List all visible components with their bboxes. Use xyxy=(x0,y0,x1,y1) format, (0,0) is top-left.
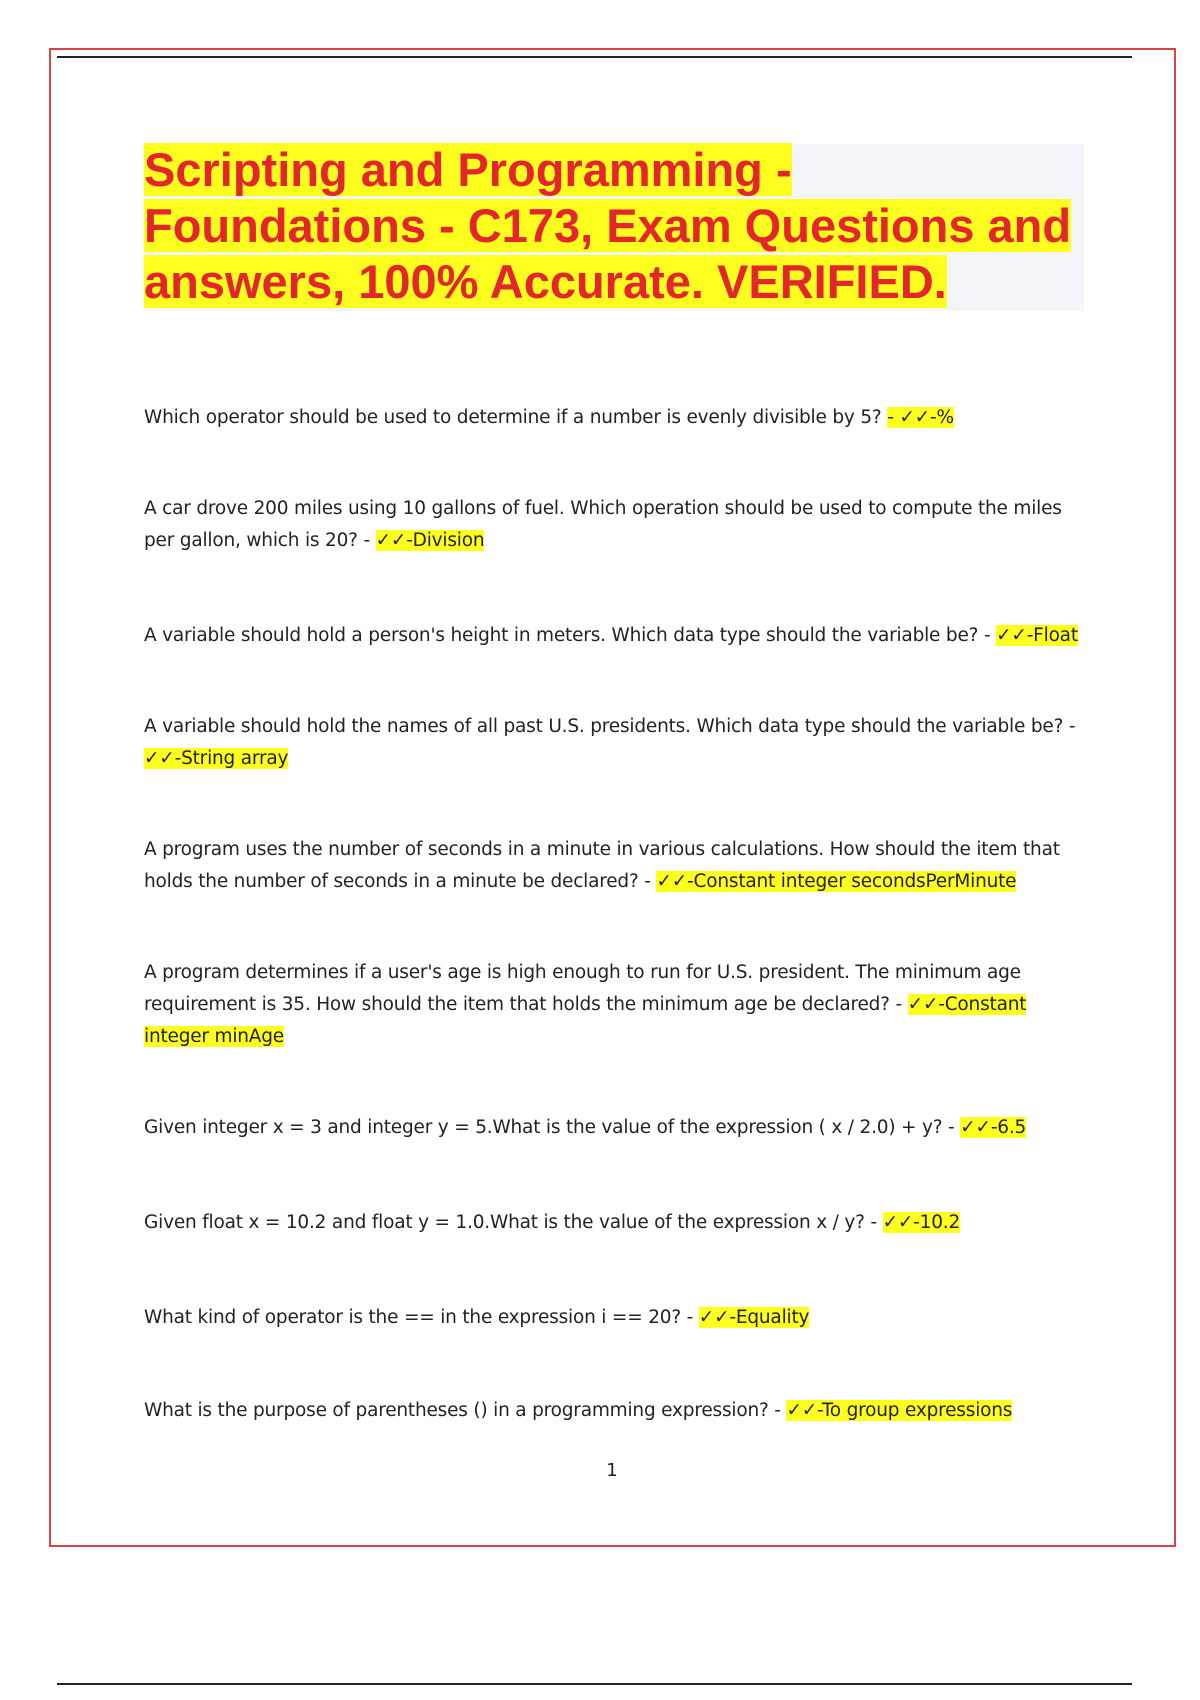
header-rule xyxy=(57,56,1132,58)
answer-highlight: ✓✓-Constant integer secondsPerMinute xyxy=(656,871,1017,892)
question-text: A variable should hold a person's height in meters. Which data type should the variable be? - xyxy=(144,625,997,646)
question-1 xyxy=(144,402,1084,434)
question-4 xyxy=(144,711,1084,775)
answer-highlight: ✓✓-Float xyxy=(996,625,1078,646)
question-text: Which operator should be used to determine if a number is evenly divisible by 5? xyxy=(144,407,888,428)
answer-highlight: ✓✓-Constant integer minAge xyxy=(144,994,1027,1047)
question-text: What is the purpose of parentheses () in a programming expression? - xyxy=(144,1400,787,1421)
answer-highlight: ✓✓-6.5 xyxy=(960,1117,1027,1138)
answer-highlight: ✓✓-To group expressions xyxy=(786,1400,1013,1421)
question-text: A program determines if a user's age is high enough to run for U.S. president. The minimum age requirement is 35. How should the item that holds the minimum age be declared? - xyxy=(144,962,1021,1015)
question-9 xyxy=(144,1302,1084,1334)
answer-highlight: ✓✓-10.2 xyxy=(882,1212,961,1233)
question-text: A program uses the number of seconds in a minute in various calculations. How should the item that holds the number of seconds in a minute be declared? - xyxy=(144,839,1060,892)
question-8 xyxy=(144,1207,1084,1239)
answer-highlight: ✓✓-Equality xyxy=(698,1307,810,1328)
question-text: What kind of operator is the == in the expression i == 20? - xyxy=(144,1307,699,1328)
answer-highlight: ✓✓-String array xyxy=(144,748,289,769)
question-5 xyxy=(144,834,1084,898)
question-text: A car drove 200 miles using 10 gallons of fuel. Which operation should be used to compute the miles per gallon, which is 20? - xyxy=(144,498,1062,551)
footer-rule xyxy=(57,1683,1132,1685)
question-10 xyxy=(144,1395,1084,1427)
question-text: Given float x = 10.2 and float y = 1.0.What is the value of the expression x / y? - xyxy=(144,1212,883,1233)
answer-highlight: - ✓✓-% xyxy=(887,407,954,428)
page-number: 1 xyxy=(606,1460,618,1481)
question-text: A variable should hold the names of all past U.S. presidents. Which data type should the variable be? - xyxy=(144,716,1076,737)
question-text: Given integer x = 3 and integer y = 5.What is the value of the expression ( x / 2.0) + y? - xyxy=(144,1117,961,1138)
question-7 xyxy=(144,1112,1084,1144)
question-2 xyxy=(144,493,1084,557)
question-6 xyxy=(144,957,1084,1053)
document-title: Scripting and Programming - Foundations - C173, Exam Questions and answers, 100% Accurate. VERIFIED. xyxy=(144,143,1072,308)
answer-highlight: ✓✓-Division xyxy=(375,530,485,551)
question-3 xyxy=(144,620,1084,652)
